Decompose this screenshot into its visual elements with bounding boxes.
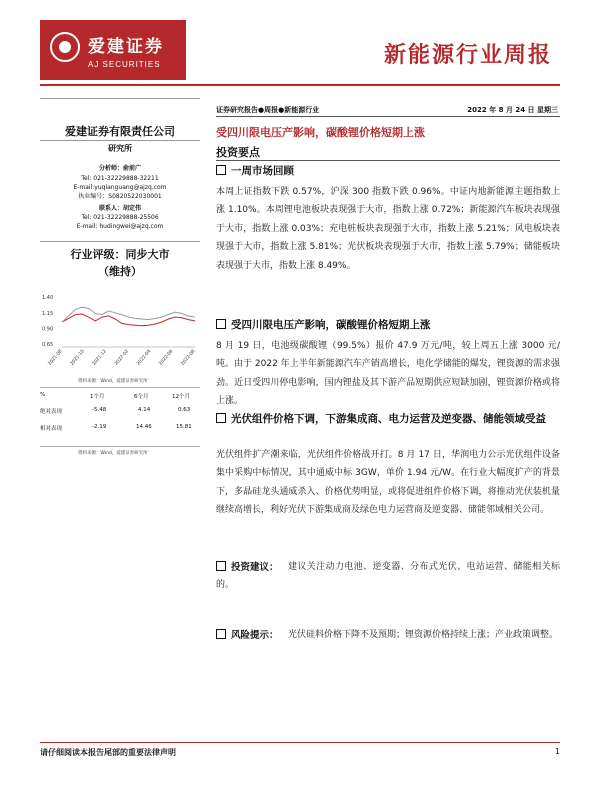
logo-name-en: AJ SECURITIES <box>88 60 161 69</box>
left-top-divider <box>40 98 200 99</box>
row-label: 相对表现 <box>40 426 63 432</box>
cell: 14.46 <box>136 424 152 430</box>
key-points-divider <box>216 160 560 161</box>
page-number: 1 <box>554 747 560 756</box>
analyst-name: 分析师：俞前广 <box>98 165 141 172</box>
x-tick-label: 2021-10 <box>69 349 86 367</box>
x-tick-label: 2021-08 <box>47 349 64 367</box>
checkbox-bullet-icon <box>216 165 226 175</box>
left-divider <box>40 140 200 141</box>
contact-email[interactable]: E-mail: hudingwei@ajzq.com <box>76 223 164 230</box>
report-date: 2022 年 8 月 24 日 星期三 <box>467 106 558 114</box>
footer-divider <box>40 742 560 743</box>
logo-emblem-icon <box>50 32 80 62</box>
company-logo <box>40 20 186 80</box>
table-header-row <box>40 392 200 401</box>
table-header-12m: 12个月 <box>172 394 190 400</box>
section-title-text: 一周市场回顾 <box>231 165 294 177</box>
contact-tel: Tel: 021-32229888-25506 <box>81 214 159 221</box>
table-header-1m: 1个月 <box>90 394 105 400</box>
checkbox-bullet-icon <box>216 413 226 423</box>
table-bottom-rule <box>40 446 200 447</box>
chart-source: 资料来源：Wind，爱建证券研究所 <box>78 379 148 384</box>
section-title-text: 投资建议： <box>231 562 279 573</box>
section-title-text: 风险提示： <box>231 630 279 641</box>
section-pv-body: 光伏组件扩产潮来临，光伏组件价格战开打。8 月 17 日，华润电力公示光伏组件设备集中采购中标情况，其中通威中标 3GW，单价 1.94 元/W。在行业大幅度扩产的背景下，多晶硅龙头通威杀入、价格优势明显，或将促进组件价格下调，将推动光伏装机量继续高增长，利好光伏下游集成商及绿色电力运营商及逆变器、储能邻域相关公司。 <box>216 450 560 516</box>
series-line-0 <box>62 314 195 326</box>
section-title-text: 受四川限电压产影响，碳酸锂价格短期上涨 <box>231 319 431 331</box>
section-lithium-heading <box>216 318 431 333</box>
cell: -2.19 <box>92 424 107 430</box>
section-market-review-body: 本周上证指数下跌 0.57%，沪深 300 指数下跌 0.96%。中证内地新能源主题指数上涨 1.10%。本周锂电池板块表现强于大市，指数上涨 0.72%；新能源汽车板块表现强于大市，指数上涨 0.03%；充电桩板块表现强于大市，指数上涨 5.21%；风电板块表现强于大市，指数上涨 5.81%；光伏板块表现强于大市，指数上涨 5.79%；储能板块表现强于大市，指数上涨 8.49%。 <box>216 187 560 271</box>
report-category: 证券研究报告●周报●新能源行业 <box>216 106 320 114</box>
cell: 4.14 <box>138 407 151 413</box>
cell: -5.48 <box>92 407 107 413</box>
x-tick-label: 2022-04 <box>136 349 153 367</box>
meta-divider <box>216 116 560 117</box>
section-risk-body: 光伏硅料价格下降不及预期；锂资源价格持续上涨；产业政策调整。 <box>288 630 559 640</box>
section-pv-heading <box>216 412 560 427</box>
header-divider <box>40 84 560 86</box>
contact-name: 联系人：胡定伟 <box>98 205 141 212</box>
checkbox-bullet-icon <box>216 319 226 329</box>
section-title-text: 光伏组件价格下调，下游集成商、电力运营及逆变器、储能领域受益 <box>231 413 546 425</box>
y-tick-label: 0.65 <box>42 341 54 348</box>
firm-name: 爱建证券有限责任公司 <box>65 125 175 138</box>
analyst-tel: Tel: 021-32229888-32211 <box>81 175 159 182</box>
report-main-title: 受四川限电压产影响，碳酸锂价格短期上涨 <box>216 126 425 139</box>
analyst-cert: 执业编号：S0820522030001 <box>78 193 162 200</box>
legal-disclaimer[interactable]: 请仔细阅读本报告尾部的重要法律声明 <box>40 748 176 757</box>
y-tick-label: 1.40 <box>42 295 54 302</box>
series-line-1 <box>62 307 195 322</box>
table-header-unit: % <box>40 392 46 398</box>
cell: 15.81 <box>176 424 192 430</box>
key-points-heading: 投资要点 <box>216 146 260 159</box>
index-performance-chart <box>40 285 200 375</box>
logo-name-cn: 爱建证券 <box>88 37 164 57</box>
section-market-review-heading <box>216 164 294 179</box>
report-type-title: 新能源行业周报 <box>383 43 552 68</box>
cell: 0.63 <box>178 407 191 413</box>
y-tick-label: 1.15 <box>42 310 54 317</box>
section-lithium-body: 8 月 19 日，电池级碳酸锂（99.5%）报价 47.9 万元/吨，较上周五上涨 3000 元/吨。由于 2022 年上半年新能源汽车产销高增长，电化学储能的爆发，锂资源的需求强劲。近日受四川停电影响，国内锂盐及其下游产品短期供应短缺加剧，锂资源价格或将上涨。 <box>216 341 560 407</box>
table-header-6m: 6个月 <box>134 394 149 400</box>
rating-divider-top <box>40 241 200 242</box>
analyst-email[interactable]: E-mail:yuqianguang@ajzq.com <box>73 184 167 191</box>
performance-table <box>40 388 200 448</box>
x-tick-label: 2022-06 <box>158 349 175 367</box>
x-tick-label: 2022-08 <box>180 349 197 367</box>
table-source: 资料来源：Wind，爱建证券研究所 <box>78 451 148 456</box>
table-row <box>40 424 200 433</box>
institute-name: 研究所 <box>108 144 132 153</box>
rating-maintained: （维持） <box>98 265 142 278</box>
industry-rating: 行业评级：同步大市 <box>70 248 170 261</box>
x-tick-label: 2021-12 <box>91 349 108 367</box>
table-row <box>40 407 200 416</box>
section-investment-body: 建议关注动力电池、逆变器、分布式光伏、电站运营、储能相关标的。 <box>216 562 560 591</box>
x-tick-label: 2022-02 <box>114 349 131 367</box>
row-label: 绝对表现 <box>40 409 63 415</box>
y-tick-label: 0.90 <box>42 326 54 333</box>
